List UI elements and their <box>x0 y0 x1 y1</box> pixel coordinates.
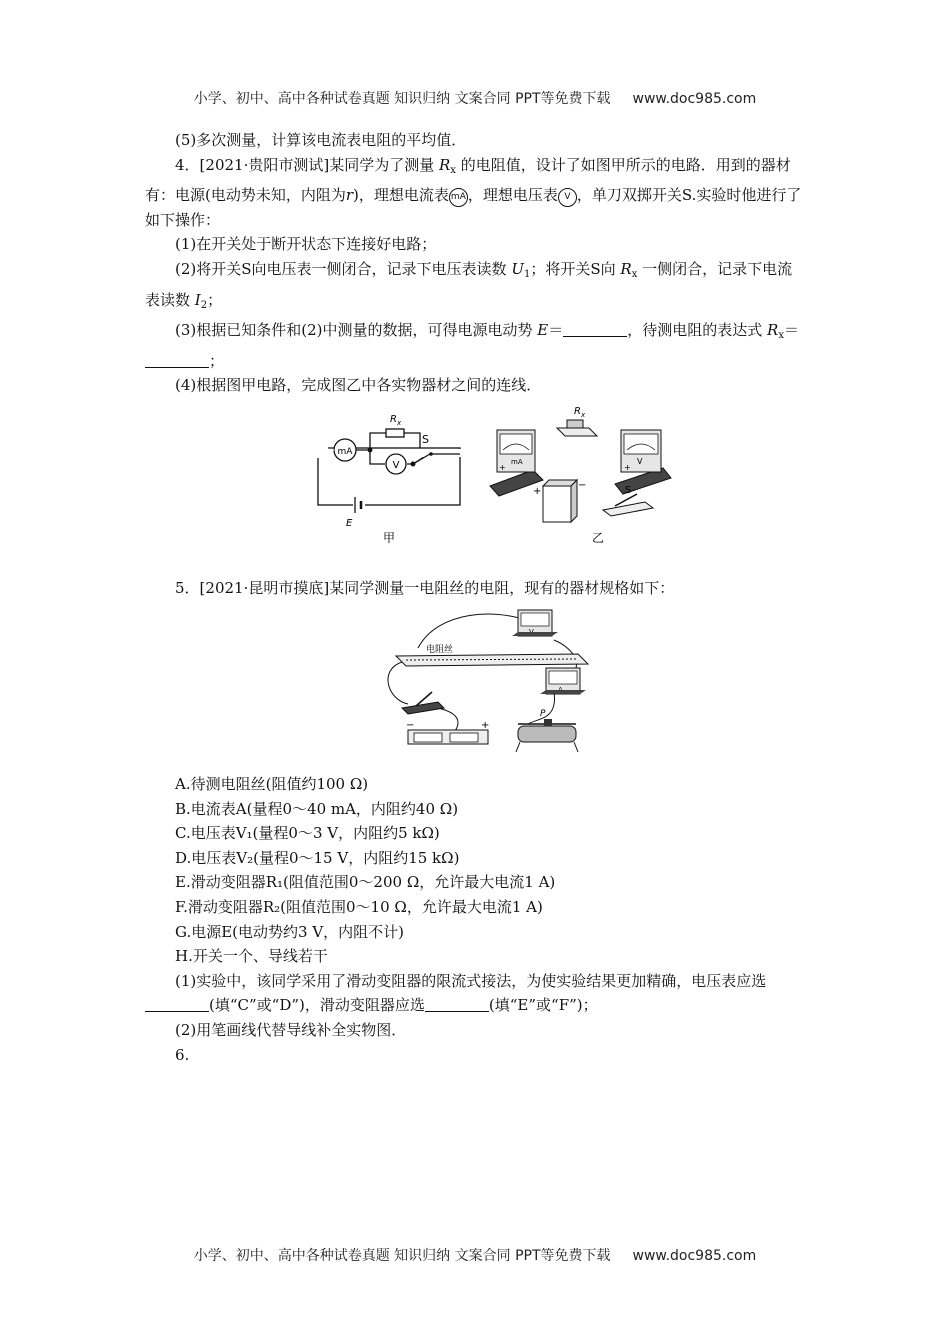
ammeter-symbol-icon: mA <box>449 188 468 207</box>
figure-yi-apparatus <box>485 398 675 550</box>
q5-item-h: H.开关一个、导线若干 <box>175 947 328 966</box>
switch-device-icon <box>603 485 653 516</box>
q4-step4: (4)根据图甲电路，完成图乙中各实物器材之间的连线． <box>175 376 542 395</box>
q5-step2: (2)用笔画线代替导线补全实物图． <box>175 1020 407 1039</box>
q5-item-f: F.滑动变阻器R₂(阻值范围0～10 Ω，允许最大电流1 A) <box>175 897 543 916</box>
svg-text:+: + <box>624 463 631 472</box>
svg-text:V: V <box>637 457 643 466</box>
svg-text:+: + <box>499 463 506 472</box>
q4-step1: (1)在开关处于断开状态下连接好电路； <box>175 235 437 254</box>
figure-yi-caption: 乙 <box>592 531 605 545</box>
svg-text:电阻丝: 电阻丝 <box>426 645 454 655</box>
answer-blank-rx[interactable] <box>145 352 209 368</box>
q5-intro-block <box>145 576 807 601</box>
q4-intro: 4．[2021·贵阳市测试]某同学为了测量 $R_x$ 的电阻值，设计了如图甲所示的电路．用到的器材有：电源(电动势未知，内阻为r)，理想电流表 mA ，理想电压表 V ，单刀双掷开关S.实验时他进行了如下操作： <box>145 155 802 229</box>
switch-s-icon <box>413 449 462 464</box>
q3-step5: (5)多次测量，计算该电流表电阻的平均值． <box>175 131 467 149</box>
svg-text:+: + <box>533 486 542 497</box>
q5-item-a: A.待测电阻丝(阻值约100 Ω) <box>175 775 369 793</box>
page-header: 小学、初中、高中各种试卷真题 知识归纳 文案合同 PPT等免费下载 www.doc985.com <box>193 91 757 107</box>
svg-text:P: P <box>540 709 546 719</box>
svg-text:R: R <box>574 406 581 417</box>
q5-item-c: C.电压表V₁(量程0～3 V，内阻约5 kΩ) <box>175 824 440 843</box>
q5-step1: (1)实验中，该同学采用了滑动变阻器的限流式接法，为使实验结果更加精确，电压表应选(填“C”或“D”)，滑动变阻器应选 (填“E”或“F”)； <box>145 969 807 1018</box>
answer-blank-rheostat[interactable] <box>425 996 489 1012</box>
answer-blank-emf[interactable] <box>563 321 627 337</box>
battery-cell-icon <box>533 480 586 522</box>
svg-text:S: S <box>422 433 429 446</box>
voltmeter-v1-icon <box>512 610 558 638</box>
q5-item-g: G.电源E(电动势约3 V，内阻不计) <box>175 922 405 941</box>
q5-body <box>145 772 807 1067</box>
battery-icon <box>353 497 365 513</box>
site-link[interactable]: www.doc985.com <box>632 91 757 107</box>
q5-item-b: B.电流表A(量程0～40 mA，内阻约40 Ω) <box>175 799 459 818</box>
q5-item-d: D.电压表V₂(量程0～15 V，内阻约15 kΩ) <box>175 848 460 867</box>
svg-text:mA: mA <box>337 447 353 457</box>
rx-resistor-block-icon <box>557 406 597 436</box>
voltmeter-symbol-icon: V <box>558 188 577 207</box>
answer-blank-voltmeter[interactable] <box>145 996 209 1012</box>
question-block-top <box>145 128 807 398</box>
figure-jia-caption: 甲 <box>383 531 396 545</box>
voltmeter-device-icon <box>615 430 671 494</box>
svg-text:x: x <box>581 411 586 419</box>
switch-device-icon <box>402 692 444 714</box>
q6-number: 6. <box>175 1045 190 1064</box>
q4-step3: (3)根据已知条件和(2)中测量的数据，可得电源电动势 E＝ ，待测电阻的表达式 $R_x=$； <box>145 318 807 373</box>
site-link[interactable]: www.doc985.com <box>632 1248 757 1264</box>
svg-text:−: − <box>578 480 587 491</box>
svg-text:E: E <box>346 518 353 529</box>
q4-step2: (2)将开关S向电压表一侧闭合，记录下电压表读数 $U_1$；将开关S向 $R_x$ 一侧闭合，记录下电流表读数 $I_2$； <box>145 259 793 311</box>
resistance-wire-board-icon <box>396 643 588 666</box>
page-footer: 小学、初中、高中各种试卷真题 知识归纳 文案合同 PPT等免费下载 www.doc985.com <box>193 1248 757 1264</box>
q5-item-e: E.滑动变阻器R₁(阻值范围0～200 Ω，允许最大电流1 A) <box>175 873 556 892</box>
figure-q5-apparatus <box>378 600 608 762</box>
svg-text:mA: mA <box>511 458 523 466</box>
svg-text:R: R <box>390 414 397 425</box>
figure-jia-circuit <box>310 400 470 550</box>
ammeter-a1-icon <box>540 668 586 696</box>
rx-resistor-icon <box>386 429 404 437</box>
q5-intro: 5．[2021·昆明市摸底]某同学测量一电阻丝的电阻，现有的器材规格如下： <box>175 579 675 597</box>
battery-pack-icon <box>406 720 489 744</box>
svg-text:x: x <box>397 419 402 427</box>
svg-text:V: V <box>392 460 400 471</box>
svg-text:+: + <box>481 720 490 731</box>
svg-text:S: S <box>625 485 632 496</box>
svg-text:−: − <box>406 720 415 731</box>
